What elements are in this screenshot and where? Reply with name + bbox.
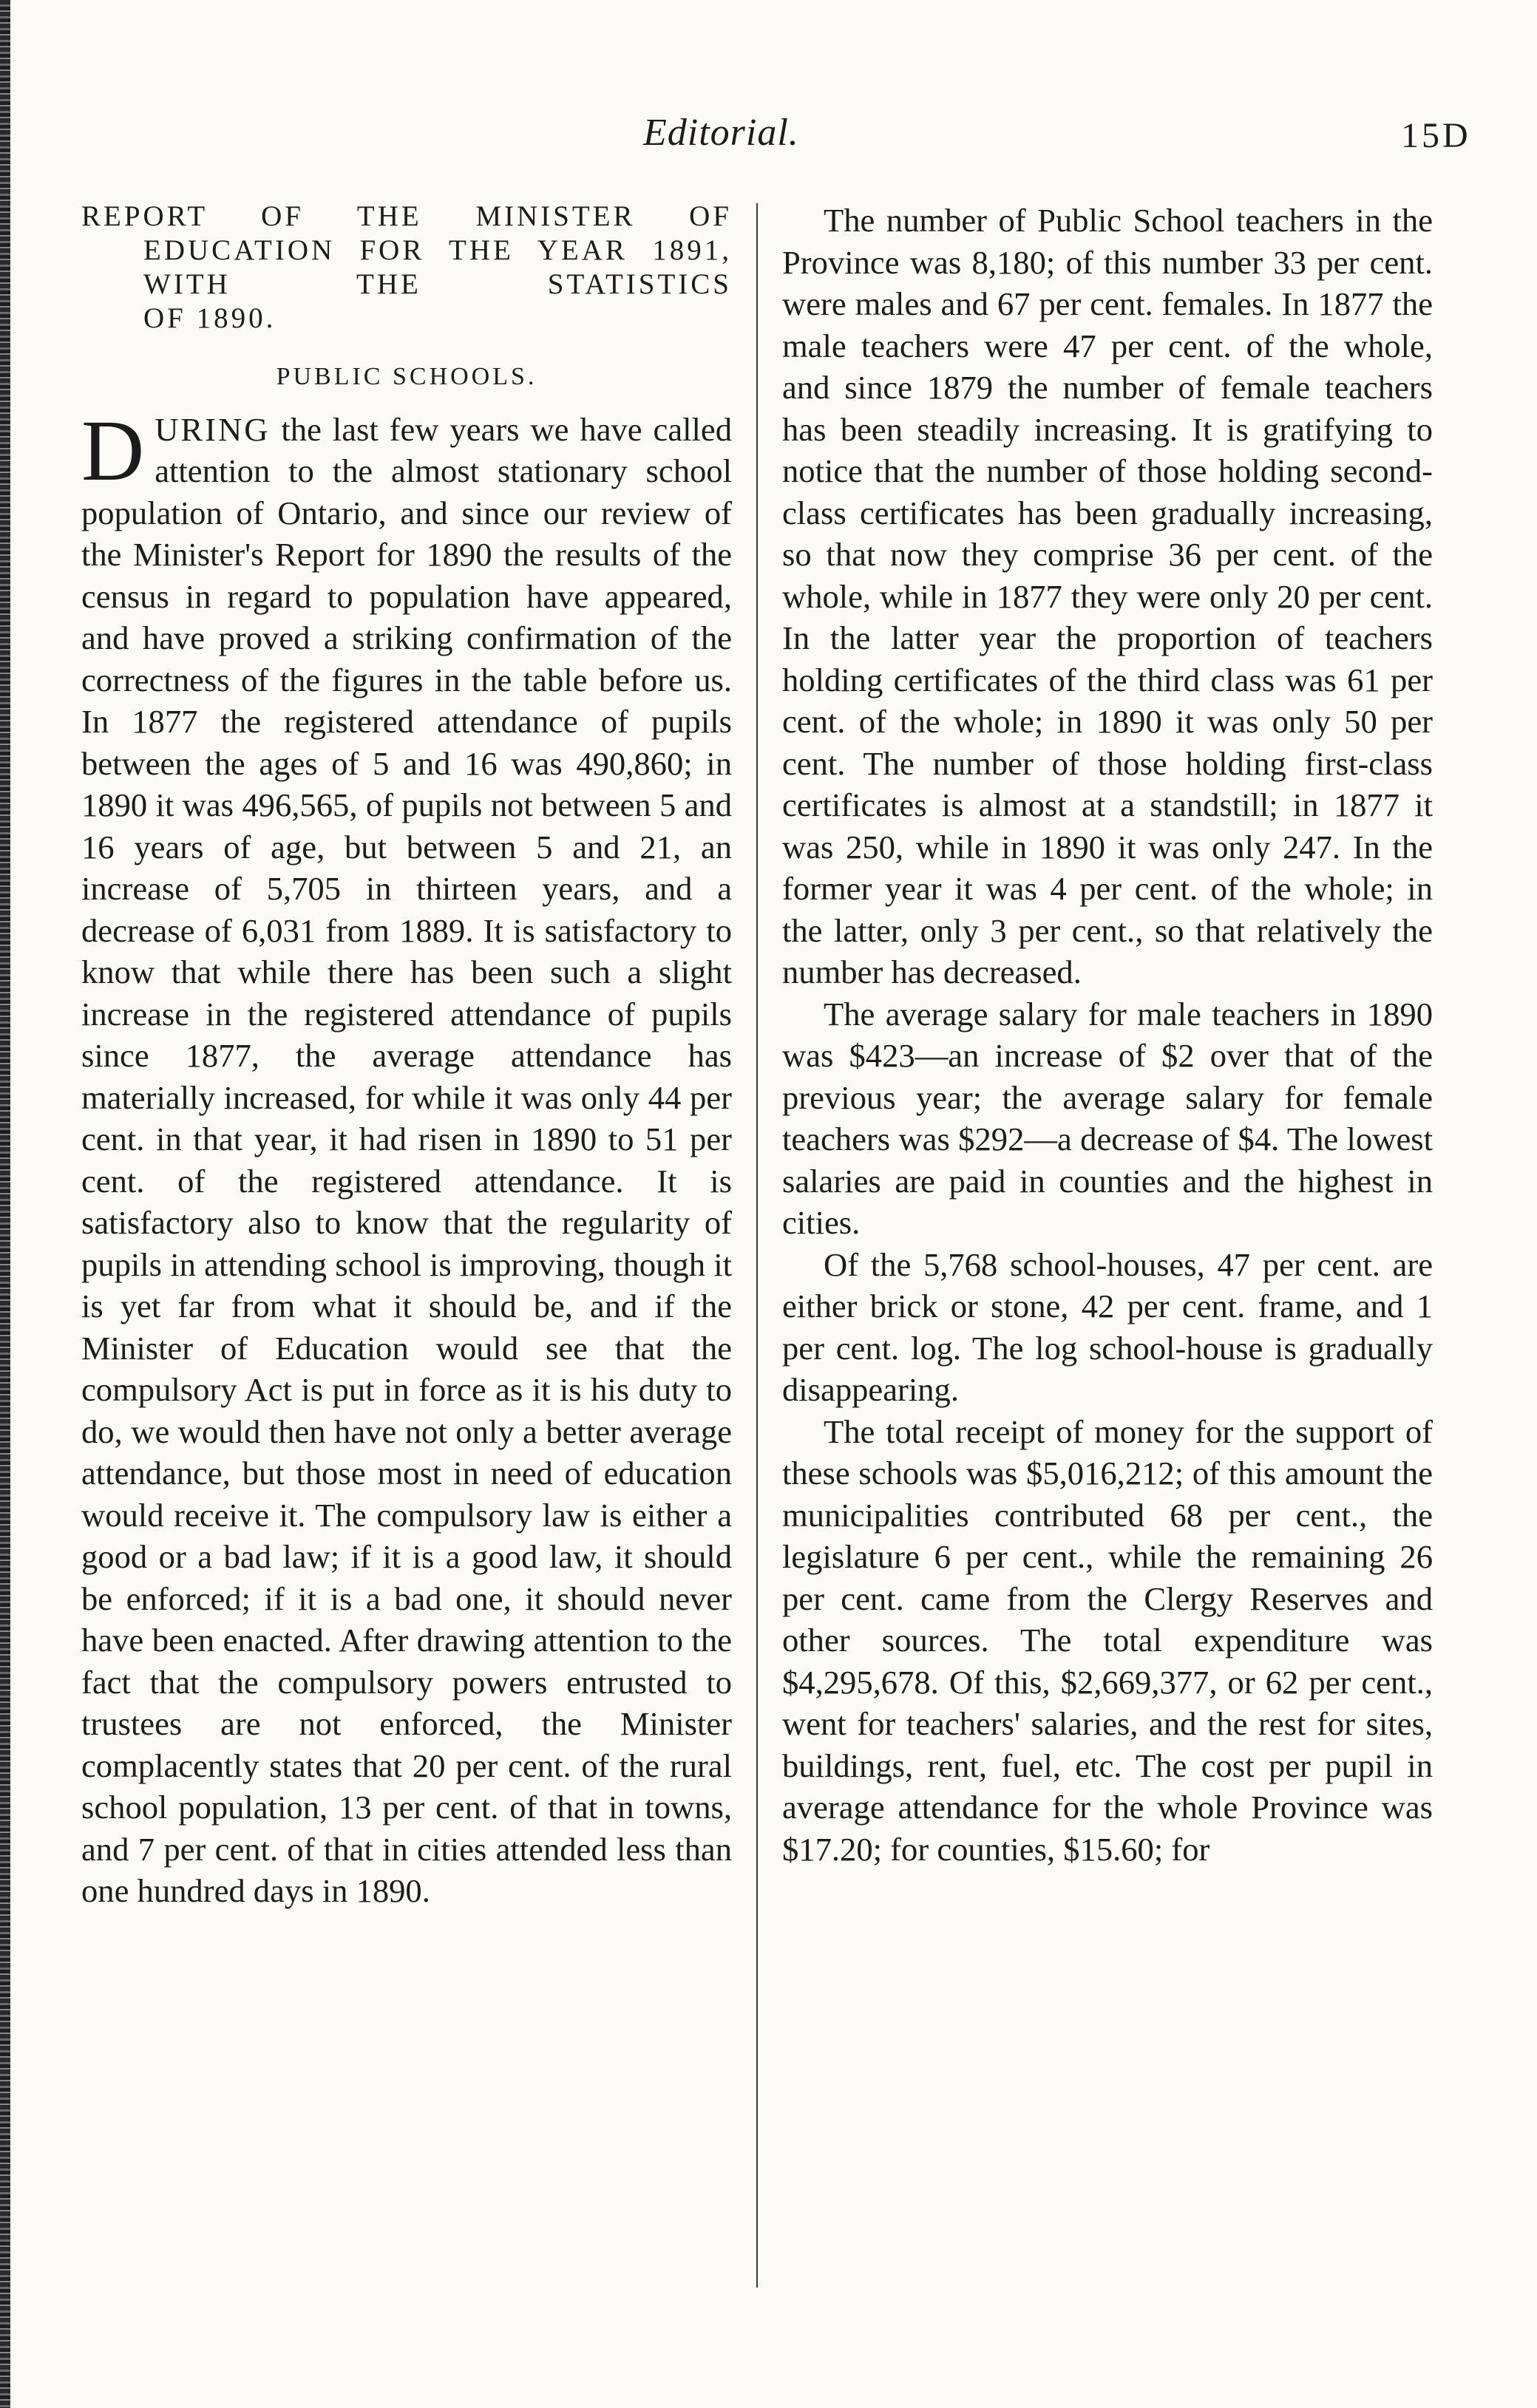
body-paragraph: The number of Public School teachers in the Province was 8,180; of this number 33 per cent. were males and 67 per cent. females. In 1877 the male teachers were 47 per cent. of the whole, and since 1879 the number of female teachers has been steadily increasing. It is gratifying to notice that the number of those holding second-class certificates has been gradually increasing, so that now they comprise 36 per cent. of the whole, while in 1877 they were only 20 per cent. In the latter year the proportion of teachers holding certificates of the third class was 61 per cent. of the whole; in 1890 it was only 50 per cent. The number of those holding first-class certificates is almost at a standstill; in 1877 it was 250, while in 1890 it was only 247. In the former year it was 4 per cent. of the whole; in the latter, only 3 per cent., so that relatively the number has decreased. bbox=[782, 202, 1433, 990]
left-column bbox=[81, 200, 732, 1912]
report-title bbox=[81, 200, 732, 336]
lead-word: URING bbox=[155, 410, 271, 448]
column-divider bbox=[756, 203, 758, 2288]
page-binding-edge bbox=[0, 0, 10, 2408]
drop-cap: D bbox=[81, 401, 145, 499]
report-title-line-2: EDUCATION FOR THE YEAR 1891, WITH THE STATISTICS bbox=[143, 234, 732, 300]
report-title-line-3: OF 1890. bbox=[143, 302, 276, 334]
body-paragraph-left bbox=[81, 401, 732, 1912]
section-heading: PUBLIC SCHOOLS. bbox=[276, 363, 537, 390]
body-paragraph: The average salary for male teachers in 1890 was $423—an increase of $2 over that of the previous year; the average salary for female teachers was $292—a decrease of $4. The lowest salaries are paid in counties and the highest in cities. bbox=[782, 995, 1433, 1241]
body-paragraph: The total receipt of money for the support of these schools was $5,016,212; of this amount the municipalities contributed 68 per cent., the legislature 6 per cent., while the remaining 26 per cent. came from the Clergy Reserves and other sources. The total expenditure was $4,295,678. Of this, $2,669,377, or 62 per cent., went for teachers' salaries, and the rest for sites, buildings, rent, fuel, etc. The cost per pupil in average attendance for the whole Province was $17.20; for counties, $15.60; for bbox=[782, 1412, 1433, 1868]
running-title: Editorial. bbox=[643, 112, 799, 154]
page-header bbox=[0, 111, 1537, 163]
left-paragraph-text: the last few years we have called attention to the almost stationary school population of Ontario, and since our review of the Minister's Report for 1890 the results of the census in regard to population have appeared, and have proved a striking confirmation of the correctness of the figures in the table before us. In 1877 the registered attendance of pupils between the ages of 5 and 16 was 490,860; in 1890 it was 496,565, of pupils not between 5 and 16 years of age, but between 5 and 21, an increase of 5,705 in thirteen years, and a decrease of 6,031 from 1889. It is satisfactory to know that while there has been such a slight increase in the registered attendance of pupils since 1877, the average attendance has materially increased, for while it was only 44 per cent. in that year, it had risen in 1890 to 51 per cent. of the registered attendance. It is satisfactory also to know that the regularity of pupils in attending school is improving, though it is yet far from what it should be, and if the Minister of Education would see that the compulsory Act is put in force as it is his duty to do, we would then have not only a better average attendance, but those most in need of education would receive it. The compulsory law is either a good or a bad law; if it is a good law, it should be enforced; if it is a bad one, it should never have been enacted. After drawing attention to the fact that the compulsory powers entrusted to trustees are not enforced, the Minister complacently states that 20 per cent. of the rural school population, 13 per cent. of that in towns, and 7 per cent. of that in cities attended less than one hundred days in 1890. bbox=[81, 410, 732, 1909]
report-title-line-1: REPORT OF THE MINISTER OF bbox=[81, 200, 732, 232]
body-paragraph: Of the 5,768 school-houses, 47 per cent. are either brick or stone, 42 per cent. frame, and 1 per cent. log. The log school-house is gradually disappearing. bbox=[782, 1245, 1433, 1408]
right-column bbox=[782, 200, 1433, 1870]
page-number: 15D bbox=[1401, 116, 1471, 155]
